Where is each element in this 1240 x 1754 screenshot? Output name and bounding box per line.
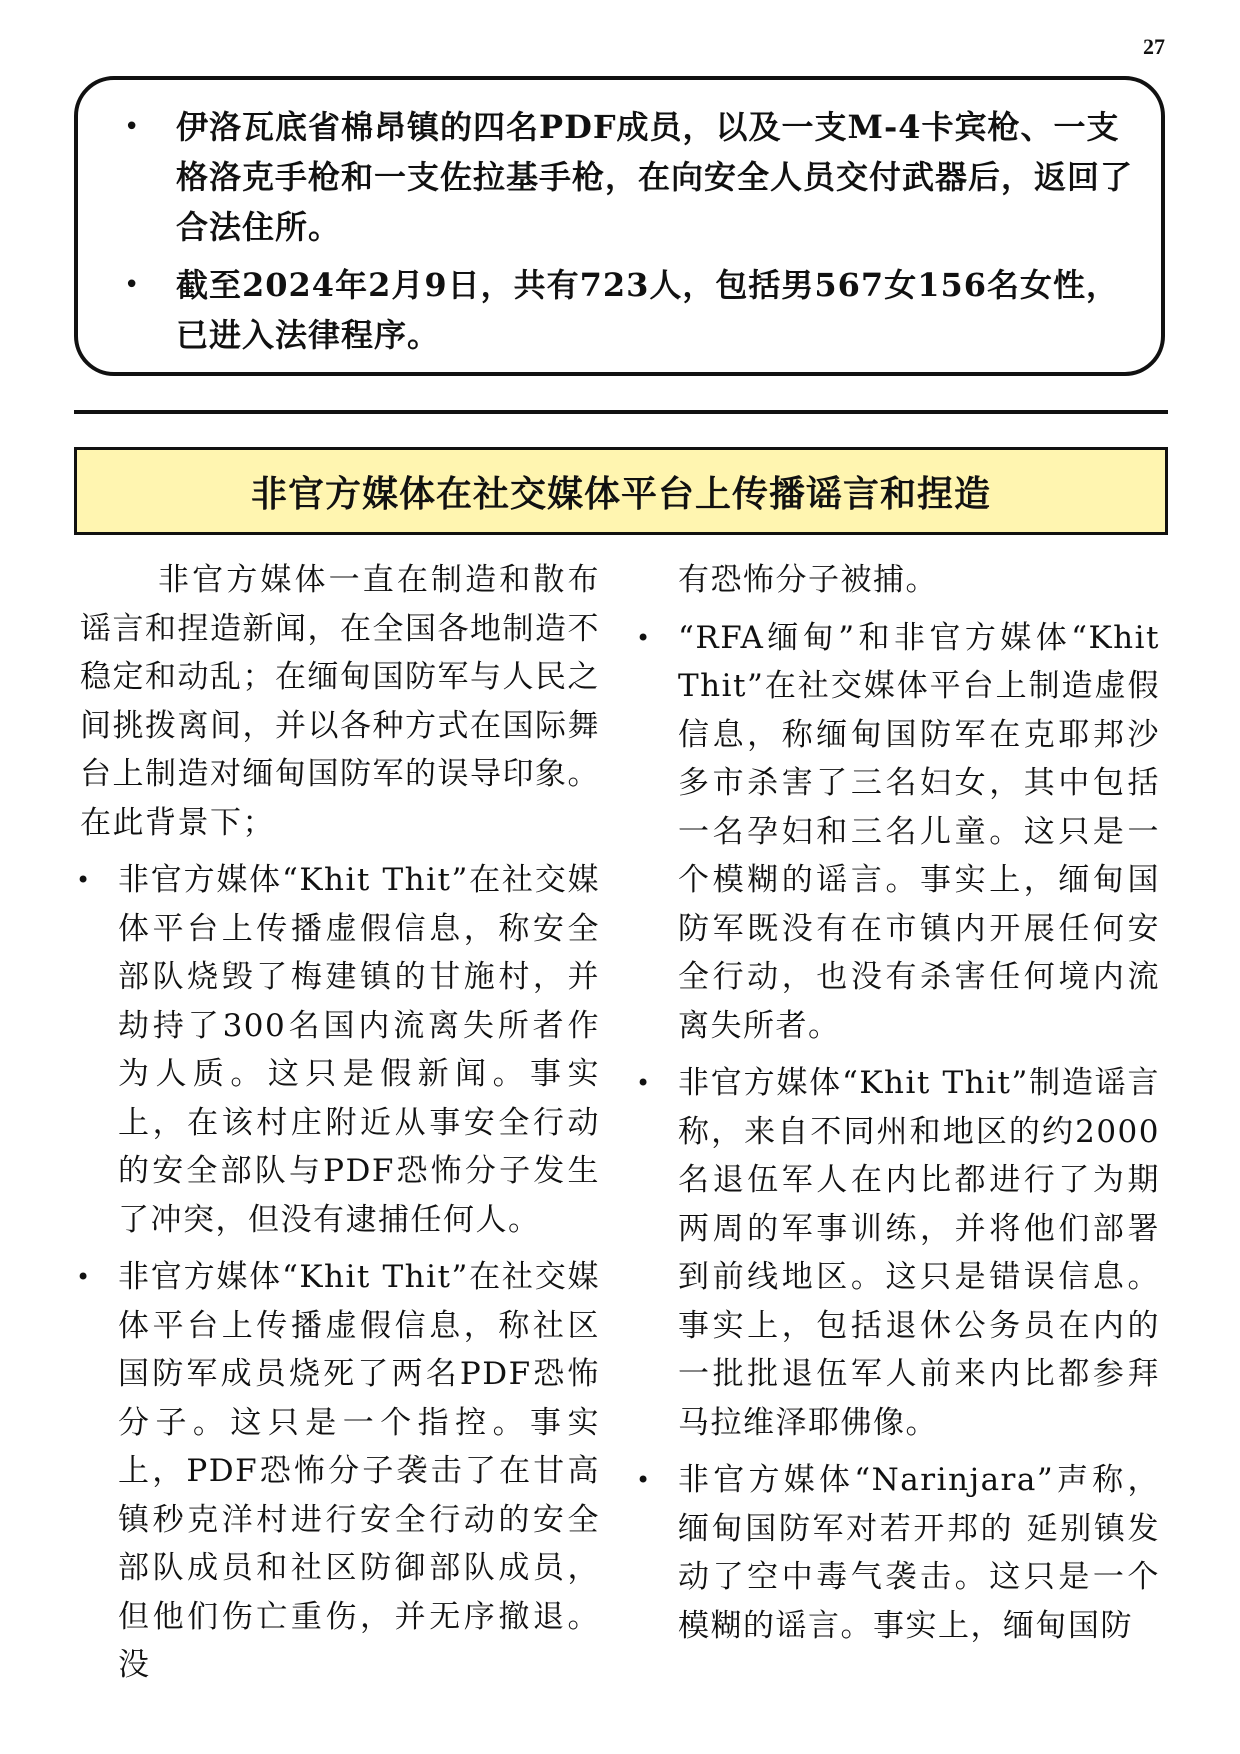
list-item-text: 非官方媒体“Khit Thit”在社交媒体平台上传播虚假信息，称安全部队烧毁了梅建镇的甘施村，并劫持了300名国内流离失所者作为人质。这只是假新闻。事实上，在该村庄附近从事安全行动的安全部队与PDF恐怖分子发生了冲突，但没有逮捕任何人。	[118, 862, 600, 1238]
bullet-icon: •	[124, 112, 141, 142]
list-item-text: 非官方媒体“Khit Thit”制造谣言称，来自不同州和地区的约2000名退伍军人在内比都进行了为期两周的军事训练，并将他们部署到前线地区。这只是错误信息。事实上，包括退休公务员在内的一批批退伍军人前来内比都参拜马拉维泽耶佛像。	[678, 1065, 1160, 1441]
summary-item	[116, 260, 1135, 360]
section-divider	[74, 410, 1168, 414]
list-item-text: “RFA缅甸”和非官方媒体“Khit Thit”在社交媒体平台上制造虚假信息，称缅甸国防军在克耶邦沙多市杀害了三名妇女，其中包括一名孕妇和三名儿童。这只是一个模糊的谣言。事实上，缅甸国防军既没有在市镇内开展任何安全行动，也没有杀害任何境内流离失所者。	[678, 619, 1160, 1044]
bullet-icon: •	[76, 866, 92, 894]
summary-item	[116, 102, 1135, 252]
summary-list	[116, 102, 1135, 360]
list-item	[636, 614, 1160, 1051]
list-item	[636, 1456, 1160, 1650]
list-item	[76, 1253, 600, 1690]
bullet-icon: •	[124, 270, 141, 300]
right-bullet-list	[636, 614, 1160, 1651]
summary-item-text: 伊洛瓦底省棉昂镇的四名PDF成员，以及一支M-4卡宾枪、一支格洛克手枪和一支佐拉基手枪，在向安全人员交付武器后，返回了合法住所。	[176, 108, 1134, 246]
left-column	[76, 556, 600, 1690]
list-item-text: 非官方媒体“Khit Thit”在社交媒体平台上传播虚假信息，称社区国防军成员烧死了两名PDF恐怖分子。这只是一个指控。事实上，PDF恐怖分子袭击了在甘高镇秒克洋村进行安全行动的安全部队成员和社区防御部队成员，但他们伤亡重伤，并无序撤退。没	[118, 1259, 600, 1683]
list-item-text: 非官方媒体“Narinjara”声称，缅甸国防军对若开邦的 延别镇发动了空中毒气袭击。这只是一个模糊的谣言。事实上，缅甸国防	[678, 1462, 1160, 1644]
section-title: 非官方媒体在社交媒体平台上传播谣言和捏造	[250, 472, 991, 515]
list-item	[76, 856, 600, 1244]
intro-paragraph: 非官方媒体一直在制造和散布谣言和捏造新闻，在全国各地制造不稳定和动乱；在缅甸国防军与人民之间挑拨离间，并以各种方式在国际舞台上制造对缅甸国防军的误导印象。在此背景下；	[80, 562, 600, 841]
bullet-icon: •	[636, 1466, 652, 1494]
summary-item-text: 截至2024年2月9日，共有723人，包括男567女156名女性，已进入法律程序。	[176, 266, 1119, 354]
continued-text: 有恐怖分子被捕。	[678, 562, 938, 598]
page-number: 27	[1143, 34, 1165, 59]
right-column	[636, 556, 1160, 1650]
bullet-icon: •	[76, 1263, 92, 1291]
bullet-icon: •	[636, 1069, 652, 1097]
left-bullet-list	[76, 856, 600, 1690]
summary-box	[74, 76, 1165, 376]
list-item	[636, 1059, 1160, 1447]
bullet-icon: •	[636, 623, 652, 652]
section-heading-box	[74, 447, 1168, 535]
